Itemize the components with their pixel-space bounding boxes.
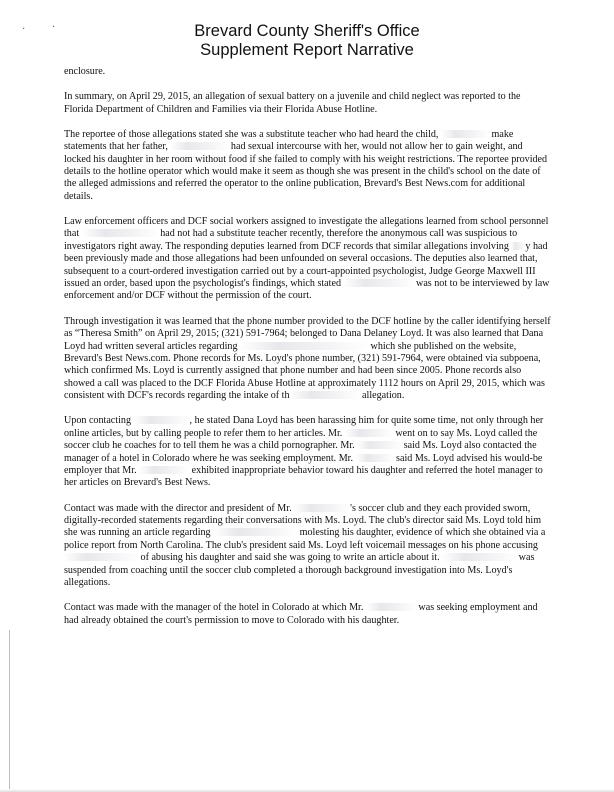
- redaction-box: [139, 466, 189, 474]
- narrative-text: allegation.: [359, 390, 405, 402]
- narrative-text: was not to be interviewed by law enforcement and/or DCF without the permission of the court.: [64, 278, 550, 302]
- narrative-text: was suspended from coaching until the soccer club completed a thorough background investigation into Ms. Loyd's allegations.: [64, 552, 535, 588]
- paragraph-hotel: [64, 602, 552, 627]
- redaction-box: [344, 279, 414, 287]
- narrative-text: molesting his daughter, evidence of which she obtained via a police report from North Carolina. The club's president said Ms. Loyd left voicemail messages on his phone accusing: [64, 527, 546, 551]
- redaction-box: [511, 242, 525, 250]
- narrative-text: y had been previously made and those allegations had been unfounded on several occasions. The deputies also learned that, subsequent to a court-ordered investigation carried out by a court-appointed psychologist, Judge George Maxwell III issued an order, based upon the psychologist's findings, which stated: [64, 240, 548, 290]
- paragraph-enclosure: [64, 66, 552, 78]
- paragraph-reportee: [64, 129, 552, 203]
- narrative-text: Through investigation it was learned that the phone number provided to the DCF hotline by the caller identifying herself as “Theresa Smith” on April 29, 2015; (321) 591-7964; belonged to Dana Delaney Loyd. It was also learned that Dana Loyd had written several articles regarding: [64, 315, 551, 352]
- redaction-box: [442, 553, 516, 561]
- narrative-text: enclosure.: [64, 66, 106, 77]
- redaction-box: [82, 229, 158, 237]
- redaction-box: [441, 130, 489, 138]
- scan-speck: ·: [22, 24, 26, 35]
- scan-edge-line: [9, 630, 10, 790]
- paragraph-soccer-club: [64, 503, 552, 590]
- redaction-box: [64, 553, 138, 561]
- narrative-text: was seeking employment and had already obtained the court's permission to move to Colorado with his daughter.: [64, 602, 538, 626]
- narrative-text: , he stated Dana Loyd has been harassing him for quite some time, not only through her online articles, but by calling people to refer them to her articles. Mr.: [64, 415, 544, 439]
- paragraph-investigation: [64, 316, 552, 403]
- narrative-text: which she published on the website, Brevard's Best News.com. Phone records for Ms. Loyd's phone number, (321) 591-7964, were obtained via subpoena, which confirmed Ms. Loyd is currently assigned that phone number and had been since 2005. Phone records also showed a call was placed to the DCF Florida Abuse Hotline at approximately 1112 hours on April 29, 2015, which was consistent with DCF's records regarding the intake of th: [64, 340, 545, 402]
- narrative-text: The reportee of those allegations stated she was a substitute teacher who had heard the child,: [64, 128, 441, 140]
- narrative-text: said Ms. Loyd advised his would-be employer that Mr.: [64, 452, 543, 476]
- narrative-text: Contact was made with the director and president of Mr.: [64, 502, 295, 514]
- narrative-text: Contact was made with the manager of the hotel in Colorado at which Mr.: [64, 602, 366, 614]
- narrative-text: exhibited inappropriate behavior toward his daughter and referred the hotel manager to her articles on Brevard's Best News.: [64, 464, 543, 489]
- redaction-box: [356, 454, 394, 462]
- scan-speck: ·: [52, 22, 56, 33]
- redaction-box: [366, 603, 416, 611]
- redaction-box: [290, 391, 360, 399]
- narrative-text: In summary, on April 29, 2015, an allegation of sexual battery on a juvenile and child neglect was reported to the Florida Department of Children and Families via their Florida Abuse Hotline.: [64, 91, 521, 115]
- redaction-box: [240, 342, 368, 350]
- paragraph-summary: [64, 91, 552, 116]
- paragraph-law-enforcement: [64, 216, 552, 303]
- narrative-text: went on to say Ms. Loyd called the soccer club he coaches for to tell them he was a child pornographer. Mr.: [64, 427, 538, 452]
- narrative-text: Upon contacting: [64, 415, 134, 427]
- narrative-text: make statements that her father,: [64, 128, 514, 153]
- narrative-body: [64, 66, 552, 640]
- narrative-text: said Ms. Loyd also contacted the manager of a hotel in Colorado where he was seeking employment. Mr.: [64, 440, 537, 464]
- paragraph-upon-contacting: [64, 415, 552, 489]
- redaction-box: [345, 429, 393, 437]
- narrative-text: had sexual intercourse with her, would not allow her to gain weight, and locked his daughter in her room without food if she failed to comply with his weight restrictions. The reportee provided details to the hotline operator which would make it seem as though she was present in the child's school on the date of the alleged admissions and referred the operator to the online publication, Brevard's Best News.com for additional details.: [64, 141, 548, 202]
- agency-title: Brevard County Sheriff's Office: [194, 22, 420, 40]
- narrative-text: Law enforcement officers and DCF social workers assigned to investigate the allegations learned from school personnel that: [64, 216, 549, 240]
- redaction-box: [294, 504, 350, 512]
- report-type-title: Supplement Report Narrative: [200, 41, 414, 59]
- narrative-text: of abusing his daughter and said she was going to write an article about it.: [138, 552, 443, 564]
- narrative-text: 's soccer club and they each provided sworn, digitally-recorded statements regarding their conversations with Ms. Loyd. The club's director said Ms. Loyd told him she was running an article regarding: [64, 502, 542, 539]
- redaction-box: [134, 416, 190, 424]
- redaction-box: [170, 142, 228, 150]
- redaction-box: [213, 528, 297, 536]
- report-header: [0, 22, 614, 60]
- narrative-text: had not had a substitute teacher recently, therefore the anonymous call was suspicious to investigators right away. The responding deputies learned from DCF records that similar allegations involving: [64, 228, 518, 252]
- redaction-box: [357, 441, 401, 449]
